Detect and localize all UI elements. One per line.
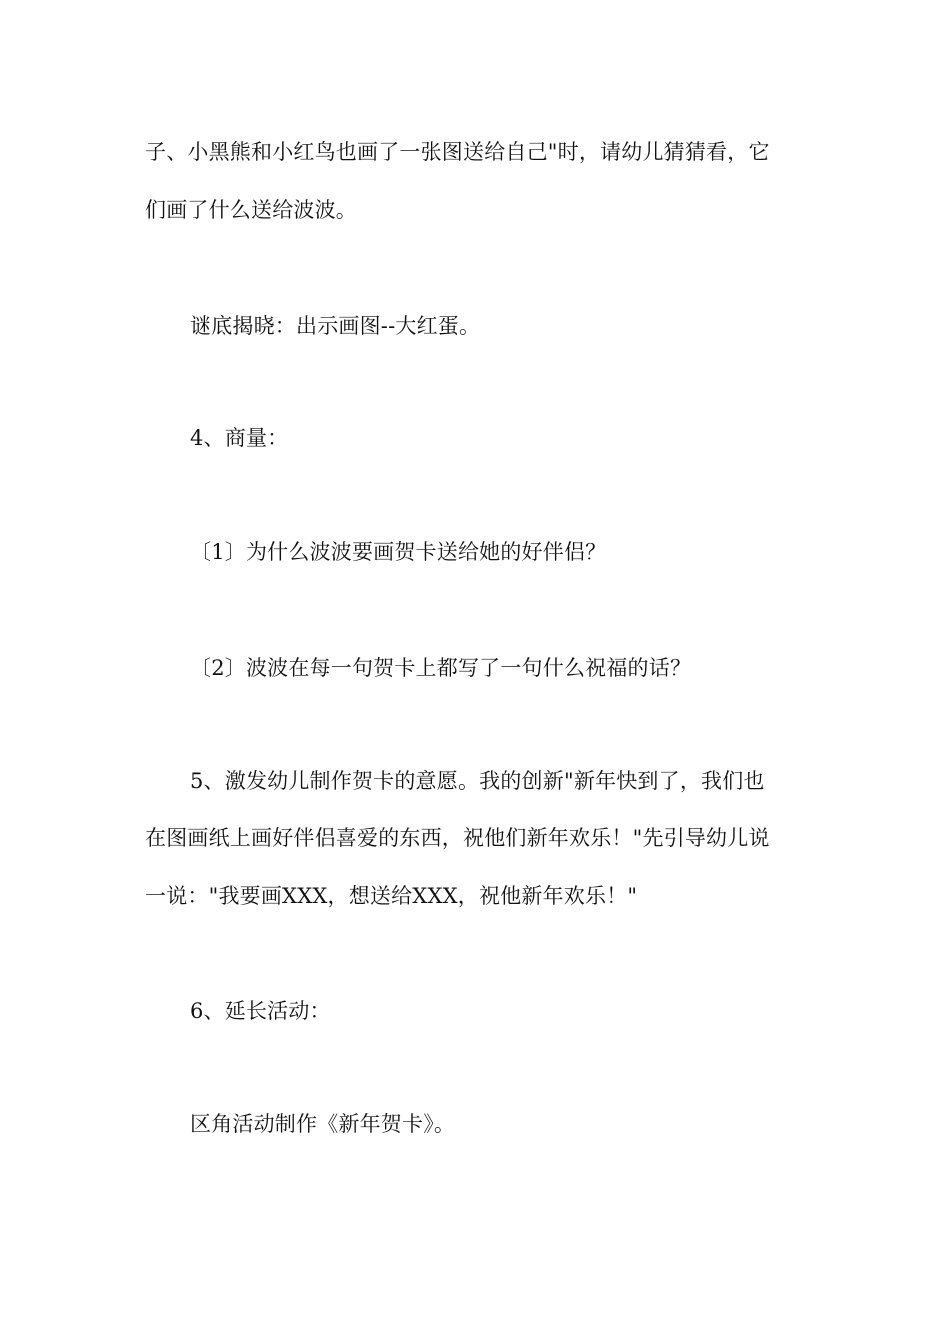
paragraph-6-line-1: 5、激发幼儿制作贺卡的意愿。我的创新"新年快到了，我们也 — [190, 769, 765, 793]
paragraph-1-line-1: 子、小黑熊和小红鸟也画了一张图送给自己"时，请幼儿猜猜看，它 — [145, 140, 770, 164]
paragraph-3-heading: 4、商量： — [190, 426, 289, 450]
paragraph-5-question: 〔2〕波波在每一句贺卡上都写了一句什么祝福的话？ — [190, 656, 692, 680]
paragraph-6-line-2: 在图画纸上画好伴侣喜爱的东西，祝他们新年欢乐！"先引导幼儿说 — [145, 826, 770, 850]
paragraph-7-heading: 6、延长活动： — [190, 999, 331, 1023]
paragraph-4-question: 〔1〕为什么波波要画贺卡送给她的好伴侣？ — [190, 540, 607, 564]
paragraph-8: 区角活动制作《新年贺卡》。 — [190, 1112, 456, 1136]
paragraph-6-line-3: 一说："我要画XXX，想送给XXX，祝他新年欢乐！" — [145, 884, 638, 908]
paragraph-1-line-2: 们画了什么送给波波。 — [145, 198, 357, 222]
paragraph-2: 谜底揭晓：出示画图--大红蛋。 — [190, 314, 481, 338]
